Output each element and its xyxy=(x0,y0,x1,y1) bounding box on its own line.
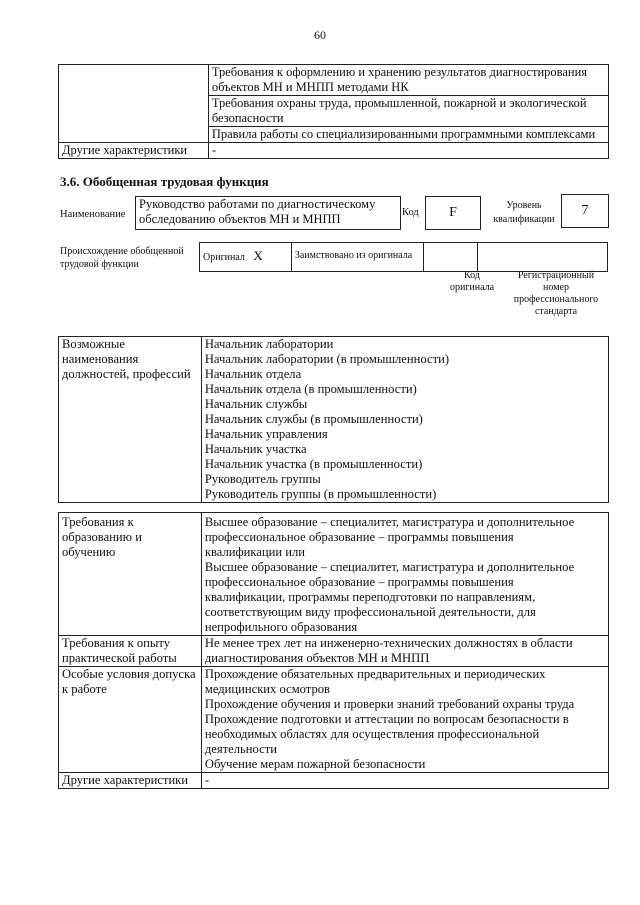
positions-list xyxy=(201,337,608,503)
list-item: Начальник отдела xyxy=(204,367,302,381)
code-value: F xyxy=(449,205,457,220)
code-original-caption: Код оригинала xyxy=(449,270,495,293)
function-name-box xyxy=(135,196,401,230)
list-item: Начальник участка xyxy=(204,442,307,456)
name-label: Наименование xyxy=(60,209,126,220)
function-name: Руководство работами по диагностическому обследованию объектов МН и МНПП xyxy=(139,197,376,226)
level-value: 7 xyxy=(581,203,589,218)
experience-text: Не менее трех лет на инженерно-технических должностях в области диагностирования объектов МН и МНПП xyxy=(201,636,608,667)
list-item: Начальник управления xyxy=(204,427,328,441)
original-label: Оригинал xyxy=(203,252,245,263)
table-cell: Требования охраны труда, промышленной, пожарной и экологической безопасности xyxy=(208,96,608,127)
competency-table xyxy=(58,64,609,159)
reg-number-cell xyxy=(478,243,608,272)
level-label: Уровень квалификации xyxy=(493,200,555,225)
list-item: Начальник службы xyxy=(204,397,308,411)
education-text: Высшее образование – специалитет, магистратура и дополнительное профессиональное образование – программы повышения квалификации или Высшее образование – специалитет, магистратура и дополнительное профессиональное образование – программы повышения квалификации, программы переподготовки по направлениям, соответствующим виду профессиональной деятельности, для непрофильного образования xyxy=(201,513,608,636)
borrowed-label: Заимствовано из оригинала xyxy=(291,243,423,272)
table-cell: - xyxy=(208,143,608,159)
list-item: Начальник службы (в промышленности) xyxy=(204,412,423,426)
table-row xyxy=(59,667,609,773)
conditions-label: Особые условия допуска к работе xyxy=(59,667,202,773)
table-row xyxy=(59,513,609,636)
origin-label: Происхождение обобщенной трудовой функции xyxy=(60,246,184,270)
table-row xyxy=(59,636,609,667)
table-row xyxy=(59,65,609,96)
table-row xyxy=(59,773,609,789)
table-cell: Требования к оформлению и хранению результатов диагностирования объектов МН и МНПП методами НК xyxy=(208,65,608,96)
section-title: 3.6. Обобщенная трудовая функция xyxy=(60,174,269,189)
reg-number-caption: Регистрационный номер профессионального стандарта xyxy=(513,270,599,317)
list-item: Начальник участка (в промышленности) xyxy=(204,457,423,471)
page-number: 60 xyxy=(314,28,326,42)
education-label: Требования к образованию и обучению xyxy=(59,513,202,636)
origin-table xyxy=(199,242,608,272)
conditions-text: Прохождение обязательных предварительных и периодических медицинских осмотров Прохождение обучения и проверки знаний требований охраны труда Прохождение подготовки и аттестации по вопросам безопасности в необходимых областях для осуществления профессиональной деятельности Обучение мерам пожарной безопасности xyxy=(201,667,608,773)
list-item: Руководитель группы xyxy=(204,472,321,486)
positions-label: Возможные наименования должностей, профессий xyxy=(59,337,202,503)
list-item: Начальник лаборатории (в промышленности) xyxy=(204,352,450,366)
list-item: Руководитель группы (в промышленности) xyxy=(204,487,437,501)
list-item: Начальник лаборатории xyxy=(204,337,334,351)
original-mark: X xyxy=(253,248,263,263)
row-label: Другие характеристики xyxy=(59,143,209,159)
code-label: Код xyxy=(402,207,419,218)
code-box xyxy=(425,196,481,230)
positions-table xyxy=(58,336,609,503)
experience-label: Требования к опыту практической работы xyxy=(59,636,202,667)
table-row xyxy=(59,143,609,159)
other-value: - xyxy=(201,773,608,789)
level-box xyxy=(561,194,609,228)
other-label: Другие характеристики xyxy=(59,773,202,789)
table-row xyxy=(200,243,608,272)
code-original-cell xyxy=(423,243,478,272)
requirements-table xyxy=(58,512,609,789)
table-cell: Правила работы со специализированными программными комплексами xyxy=(208,127,608,143)
list-item: Начальник отдела (в промышленности) xyxy=(204,382,417,396)
table-row xyxy=(59,337,609,503)
